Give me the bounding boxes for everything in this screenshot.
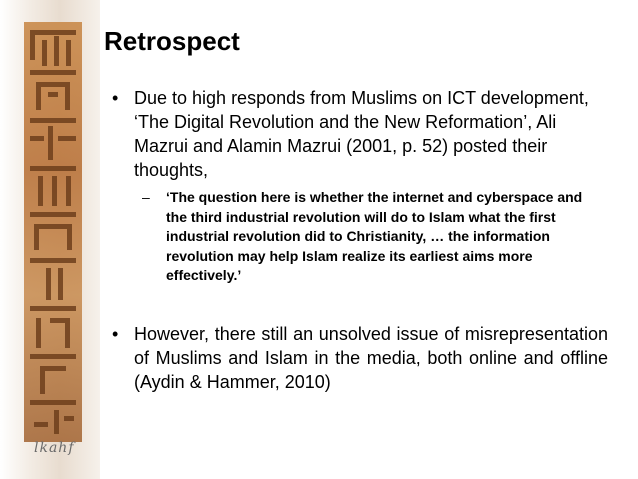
slide-content — [112, 86, 608, 394]
sub-bullet-quote — [142, 188, 596, 286]
bullet-marker: • — [112, 323, 119, 344]
sub-bullet-marker: – — [142, 189, 150, 205]
bullet-text: However, there still an unsolved issue of misrepresentation of Muslims and Islam in the media, both online and offline (Aydin & Hammer, 2010) — [134, 323, 608, 392]
bullet-item — [112, 322, 608, 394]
bullet-text: Due to high responds from Muslims on ICT development, ‘The Digital Revolution and the New Reformation’, Ali Mazrui and Alamin Mazrui (2001, p. 52) posted their thoughts, — [134, 88, 589, 180]
quote-text: ‘The question here is whether the internet and cyberspace and the third industrial revolution will do to Islam what the first industrial revolution did to Christianity, … the information revolution may help Islam realize its earliest aims more effectively.’ — [166, 189, 583, 283]
decorative-band — [0, 0, 100, 479]
kufic-calligraphy-icon — [28, 26, 78, 438]
signature: lkahf — [34, 440, 75, 456]
bullet-marker: • — [112, 88, 119, 108]
slide-title: Retrospect — [104, 26, 240, 56]
bullet-item — [112, 86, 608, 182]
